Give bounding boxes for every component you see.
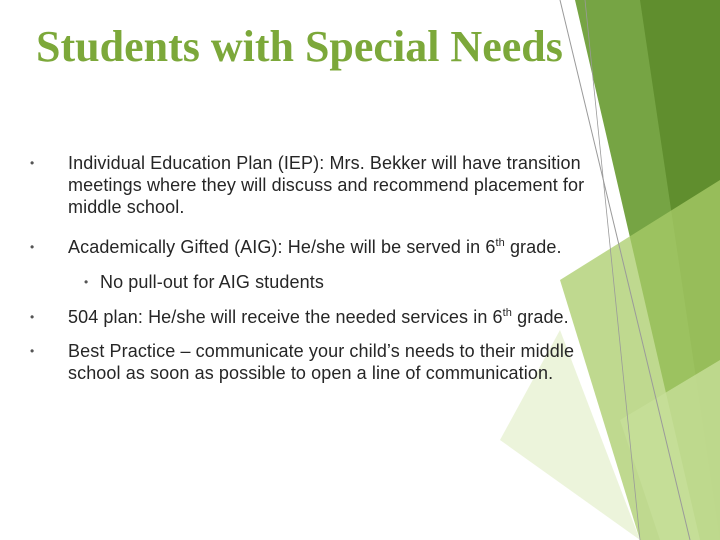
bullet-line: Individual Education Plan (IEP): Mrs. Bekker will have transition xyxy=(68,153,581,173)
bullet-marker: • xyxy=(30,156,35,170)
bullet-text-end: grade. xyxy=(504,237,562,257)
bullet-text-end: grade. xyxy=(512,307,569,327)
bullet-line: meetings where they will discuss and recommend placement for xyxy=(68,175,585,195)
ordinal-suffix: th xyxy=(502,307,513,319)
sub-bullet-marker: • xyxy=(84,275,89,289)
bullet-text-main: 504 plan: He/she will receive the needed services in 6 xyxy=(68,307,503,327)
bullet-line: school as soon as possible to open a line of communication. xyxy=(68,363,554,383)
bullet-line: Best Practice – communicate your child’s needs to their middle xyxy=(68,341,575,361)
bullet-marker: • xyxy=(30,310,35,324)
bullet-marker: • xyxy=(30,344,35,358)
ordinal-suffix: th xyxy=(495,237,505,249)
bullet-line: middle school. xyxy=(68,197,185,217)
bullet-text xyxy=(68,306,648,328)
bullet-marker: • xyxy=(30,240,35,254)
bullet-text xyxy=(68,236,648,258)
bullet-text-main: Academically Gifted (AIG): He/she will be served in 6 xyxy=(68,237,496,257)
slide-title: Students with Special Needs xyxy=(36,22,563,71)
sub-bullet-text: No pull-out for AIG students xyxy=(100,272,324,292)
bullet-text xyxy=(68,340,648,384)
bullet-text xyxy=(68,152,648,218)
